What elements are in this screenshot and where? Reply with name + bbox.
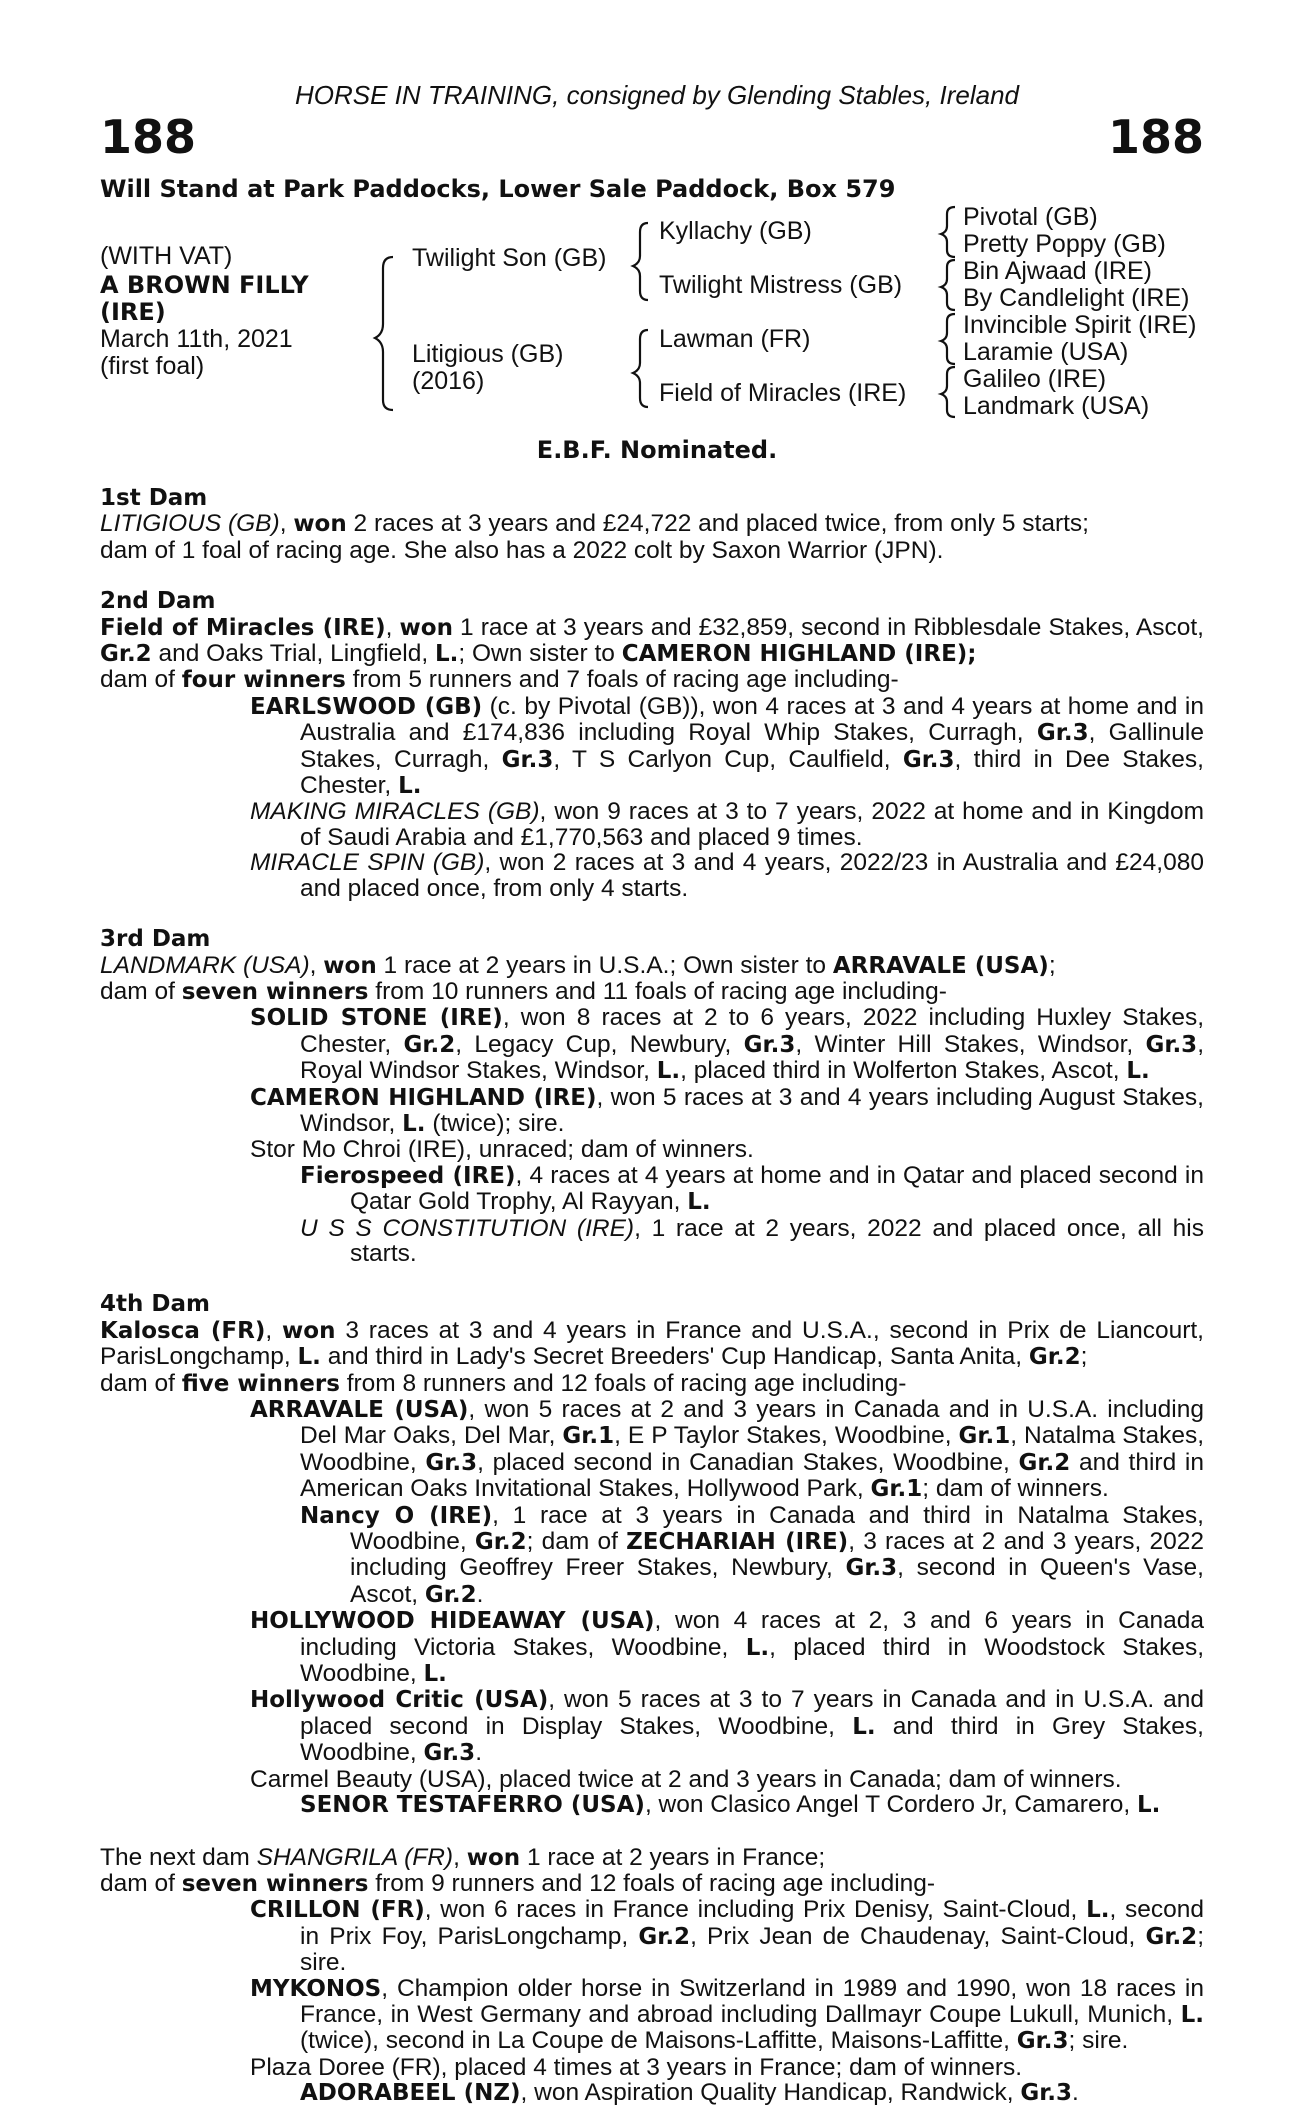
bold-text: L.	[745, 1634, 770, 1661]
text-run: ; dam of	[526, 1528, 627, 1556]
horse-description: A BROWN FILLY	[100, 271, 309, 299]
text-run: , E P Taylor Stakes, Woodbine,	[614, 1422, 959, 1450]
bold-text: L.	[656, 1058, 681, 1085]
gen3-1: Pivotal (GB)	[963, 203, 1098, 231]
text-run: ,	[453, 1843, 467, 1871]
bold-text: Hollywood Critic (USA)	[250, 1687, 549, 1714]
text-run: , placed third in Woodstock Stakes, Woodbine,	[300, 1633, 1204, 1688]
text-run: .	[1072, 2079, 1079, 2107]
text-run: , third in Dee Stakes, Chester,	[300, 745, 1204, 800]
text-run: , won 9 races at 3 to 7 years, 2022 at home and in Kingdom of Saudi Arabia and £1,770,563 and placed 9 times.	[300, 798, 1205, 851]
bold-text: L.	[687, 1189, 711, 1216]
bold-text: EARLSWOOD (GB)	[250, 693, 483, 720]
bold-text: Gr.3	[1016, 2028, 1069, 2055]
text-run: , Royal Windsor Stakes, Windsor,	[300, 1030, 1204, 1085]
italic-text: MAKING MIRACLES (GB)	[250, 798, 540, 826]
text-run: , won 2 races at 3 and 4 years, 2022/23 in Australia and £24,080 and placed once, from only 4 starts.	[300, 849, 1204, 902]
text-run: from 8 runners and 12 foals of racing age including-	[339, 1369, 907, 1397]
text-run: 3 races at 3 and 4 years in France and U.S.A., second in Prix de Liancourt, ParisLongchamp,	[100, 1316, 1204, 1371]
text-run: , 1 race at 2 years, 2022 and placed once, all his starts.	[350, 1214, 1204, 1267]
bold-text: L.	[1136, 1792, 1161, 1819]
text-run: , Prix Jean de Chaudenay, Saint-Cloud,	[690, 1922, 1146, 1950]
text-run: , won Clasico Angel T Cordero Jr, Camarero,	[644, 1791, 1137, 1819]
ebf-nominated: E.B.F. Nominated.	[536, 436, 778, 464]
progeny-entry	[100, 694, 1204, 800]
bold-text: won	[293, 511, 347, 538]
progeny-entry	[100, 1137, 1204, 1162]
dam-paragraph	[100, 615, 1204, 668]
text-run: , Natalma Stakes, Woodbine,	[300, 1422, 1205, 1476]
bold-text: seven winners	[181, 1870, 369, 1897]
text-run: 1 race at 2 years in France;	[520, 1843, 826, 1871]
dam-year: (2016)	[412, 367, 485, 395]
progeny-entry	[100, 799, 1204, 850]
progeny-entry	[100, 1503, 1204, 1609]
gen3-7: Galileo (IRE)	[963, 365, 1107, 393]
text-run: dam of 1 foal of racing age. She also has a 2022 colt by Saxon Warrior (JPN).	[100, 536, 944, 564]
bold-text: Gr.3	[425, 1449, 478, 1476]
bold-text: Gr.2	[474, 1529, 527, 1556]
section-heading: 2nd Dam	[100, 588, 216, 615]
dam-section	[100, 1845, 1204, 2107]
progeny-entry	[100, 1608, 1204, 1687]
text-run: (twice), second in La Coupe de Maisons-Laffitte, Maisons-Laffitte,	[300, 2027, 1017, 2055]
italic-text: LITIGIOUS (GB)	[100, 510, 280, 538]
bold-text: Gr.1	[562, 1423, 615, 1450]
gen3-4: By Candlelight (IRE)	[963, 284, 1190, 312]
text-run: Carmel Beauty (USA), placed twice at 2 and 3 years in Canada; dam of winners.	[250, 1765, 1122, 1793]
bold-text: Gr.3	[743, 1031, 796, 1058]
progeny-entry	[100, 1897, 1204, 1975]
text-run: , second in Prix Foy, ParisLongchamp,	[300, 1896, 1204, 1950]
text-run: ;	[1048, 951, 1056, 979]
sire: Twilight Son (GB)	[412, 244, 607, 272]
bold-text: L.	[297, 1344, 321, 1371]
progeny-entry	[100, 2055, 1204, 2080]
dam-paragraph	[100, 667, 1204, 693]
bold-text: SOLID STONE (IRE)	[250, 1005, 503, 1032]
text-run: from 5 runners and 7 foals of racing age including-	[345, 666, 899, 694]
bold-text: ARRAVALE (USA)	[832, 952, 1049, 979]
bold-text: L.	[1086, 1897, 1110, 1924]
text-run: , T S Carlyon Cup, Caulfield,	[553, 745, 903, 773]
progeny-entry	[100, 1163, 1204, 1216]
section-heading: 3rd Dam	[100, 926, 211, 953]
bold-text: CAMERON HIGHLAND (IRE)	[250, 1084, 597, 1111]
bold-text: Gr.3	[902, 746, 955, 773]
text-run: 1 race at 2 years in U.S.A.; Own sister to	[376, 951, 833, 979]
bold-text: ADORABEEL (NZ)	[300, 2080, 521, 2107]
dam-paragraph	[100, 1845, 1204, 1871]
bold-text: Gr.2	[100, 641, 152, 668]
progeny-entry	[100, 1976, 1204, 2055]
text-run: (twice); sire.	[425, 1109, 565, 1137]
bold-text: Gr.2	[1028, 1344, 1081, 1371]
text-run: , placed second in Canadian Stakes, Woodbine,	[477, 1448, 1019, 1476]
bold-text: Gr.3	[845, 1555, 898, 1582]
dam-paragraph	[100, 538, 1204, 563]
section-heading: 1st Dam	[100, 485, 208, 511]
dam-paragraph	[100, 953, 1204, 979]
bold-text: Gr.3	[501, 746, 554, 773]
progeny-entry	[100, 1687, 1204, 1766]
lot-number-left: 188	[100, 110, 197, 164]
italic-text: LANDMARK (USA)	[100, 951, 310, 979]
text-run: , won 6 races in France including Prix Denisy, Saint-Cloud,	[424, 1896, 1087, 1924]
bold-text: L.	[1126, 1058, 1150, 1085]
bold-text: Nancy O (IRE)	[300, 1502, 493, 1529]
text-run: from 10 runners and 11 foals of racing age including-	[368, 977, 947, 1005]
text-run: , won 4 races at 2, 3 and 6 years in Canada including Victoria Stakes, Woodbine,	[300, 1607, 1204, 1661]
bold-text: Gr.3	[1020, 2080, 1072, 2107]
sire-sire: Kyllachy (GB)	[659, 217, 812, 245]
text-run: .	[476, 1580, 484, 1608]
progeny-entry	[100, 850, 1204, 901]
dam-section	[100, 486, 1204, 563]
bold-text: Gr.3	[1036, 720, 1089, 747]
gen3-8: Landmark (USA)	[963, 392, 1150, 420]
text-run: ; sire.	[1068, 2027, 1129, 2055]
bold-text: five winners	[181, 1370, 340, 1397]
bold-text: HOLLYWOOD HIDEAWAY (USA)	[250, 1608, 655, 1635]
text-run: , won 5 races at 2 and 3 years in Canada and in U.S.A. including Del Mar Oaks, Del Mar,	[300, 1396, 1204, 1450]
bold-text: L.	[1180, 2001, 1204, 2028]
bold-text: CAMERON HIGHLAND (IRE)	[621, 641, 968, 668]
dam-paragraph	[100, 1371, 1204, 1397]
bold-text: MYKONOS	[250, 1975, 382, 2002]
progeny-entry	[100, 1216, 1204, 1267]
text-run: , Winter Hill Stakes, Windsor,	[795, 1030, 1146, 1058]
dam-paragraph	[100, 979, 1204, 1005]
text-run: , Gallinule Stakes, Curragh,	[300, 719, 1205, 773]
pedigree-braces	[0, 0, 1314, 440]
dam-section	[100, 589, 1204, 901]
progeny-entry	[100, 1792, 1204, 1818]
text-run: , second in Queen's Vase, Ascot,	[350, 1554, 1204, 1608]
catalogue-header: HORSE IN TRAINING, consigned by Glending Stables, Ireland	[295, 80, 1019, 110]
text-run: and third in American Oaks Invitational Stakes, Hollywood Park,	[300, 1448, 1204, 1503]
text-run: The next dam	[100, 1843, 257, 1871]
text-run: dam of	[100, 1869, 182, 1897]
bold-text: won	[323, 952, 377, 979]
bold-text: won	[399, 614, 453, 641]
text-run: Stor Mo Chroi (IRE), unraced; dam of winners.	[250, 1136, 754, 1164]
text-run: , won 8 races at 2 to 6 years, 2022 including Huxley Stakes, Chester,	[300, 1004, 1204, 1058]
italic-text: U S S CONSTITUTION (IRE)	[300, 1214, 635, 1242]
bold-text: ;	[967, 641, 977, 668]
text-run: , won 5 races at 3 and 4 years including August Stakes, Windsor,	[300, 1083, 1204, 1137]
bold-text: L.	[398, 773, 422, 800]
italic-text: SHANGRILA (FR)	[256, 1843, 454, 1871]
text-run: (c. by Pivotal (GB)), won 4 races at 3 and 4 years at home and in Australia and £174,836 including Royal Whip Stakes, Curragh,	[300, 692, 1204, 747]
bold-text: Gr.2	[638, 1923, 691, 1950]
text-run: ,	[309, 951, 324, 979]
text-run: , Champion older horse in Switzerland in 1989 and 1990, won 18 races in France, in West Germany and abroad including Dallmayr Coupe Lukull, Munich,	[300, 1974, 1204, 2028]
text-run: and third in Lady's Secret Breeders' Cup Handicap, Santa Anita,	[320, 1343, 1029, 1371]
text-run: from 9 runners and 12 foals of racing age including-	[368, 1869, 936, 1897]
text-run: , Legacy Cup, Newbury,	[455, 1030, 744, 1058]
dam-paragraph	[100, 511, 1204, 537]
bold-text: Gr.2	[403, 1031, 456, 1058]
bold-text: Gr.2	[1018, 1449, 1071, 1476]
text-run: , won Aspiration Quality Handicap, Randwick,	[520, 2079, 1021, 2107]
text-run: 1 race at 3 years and £32,859, second in Ribblesdale Stakes, Ascot,	[452, 613, 1204, 641]
section-heading: 4th Dam	[100, 1291, 210, 1318]
dam-paragraph	[100, 1871, 1204, 1897]
bold-text: Gr.1	[958, 1423, 1011, 1450]
gen3-3: Bin Ajwaad (IRE)	[963, 257, 1152, 285]
text-run: and Oaks Trial, Lingfield,	[151, 640, 435, 668]
bold-text: Gr.2	[424, 1581, 477, 1608]
dam-paragraph	[100, 1318, 1204, 1371]
text-run: .	[475, 1739, 482, 1767]
text-run: , 3 races at 2 and 3 years, 2022 including Geoffrey Freer Stakes, Newbury,	[350, 1528, 1204, 1582]
gen3-6: Laramie (USA)	[963, 338, 1129, 366]
text-run: , placed third in Wolferton Stakes, Ascot,	[680, 1057, 1127, 1085]
dam-sections	[100, 486, 1204, 2107]
text-run: ; dam of winners.	[922, 1475, 1109, 1503]
text-run: dam of	[100, 1369, 182, 1397]
bold-text: Gr.3	[1145, 1031, 1198, 1058]
progeny-entry	[100, 2080, 1204, 2106]
gen3-5: Invincible Spirit (IRE)	[963, 311, 1197, 339]
dam-dam: Field of Miracles (IRE)	[659, 379, 907, 407]
text-run: dam of	[100, 977, 182, 1005]
text-run: ; Own sister to	[458, 640, 622, 668]
bold-text: Fierospeed (IRE)	[300, 1162, 516, 1189]
text-run: and third in Grey Stakes, Woodbine,	[300, 1712, 1204, 1767]
text-run: ;	[1080, 1343, 1088, 1371]
bold-text: L.	[423, 1661, 447, 1688]
vat-note: (WITH VAT)	[100, 242, 233, 270]
bold-text: won	[466, 1844, 521, 1871]
dam-section	[100, 927, 1204, 1266]
text-run: Plaza Doree (FR), placed 4 times at 3 years in France; dam of winners.	[250, 2053, 1023, 2081]
bold-text: Gr.1	[870, 1476, 923, 1503]
bold-text: Kalosca (FR)	[100, 1317, 266, 1344]
bold-text: L.	[402, 1110, 426, 1137]
text-run: ,	[279, 510, 294, 538]
bold-text: L.	[434, 641, 459, 668]
bold-text: CRILLON (FR)	[250, 1897, 425, 1924]
text-run: 2 races at 3 years and £24,722 and placed twice, from only 5 starts;	[346, 510, 1089, 538]
foal-note: (first foal)	[100, 352, 205, 380]
bold-text: L.	[852, 1713, 876, 1740]
text-run: ; sire.	[300, 1922, 1204, 1977]
bold-text: ZECHARIAH (IRE)	[626, 1529, 849, 1556]
horse-country: (IRE)	[100, 298, 166, 326]
bold-text: ARRAVALE (USA)	[250, 1397, 469, 1423]
progeny-entry	[100, 1085, 1204, 1138]
lot-number-right: 188	[1107, 110, 1204, 164]
text-run: , 4 races at 4 years at home and in Qatar and placed second in Qatar Gold Trophy, Al Rayyan,	[350, 1161, 1204, 1216]
location-line: Will Stand at Park Paddocks, Lower Sale Paddock, Box 579	[100, 175, 896, 203]
bold-text: Field of Miracles (IRE)	[100, 614, 386, 641]
sire-dam: Twilight Mistress (GB)	[659, 271, 903, 299]
dam-section	[100, 1292, 1204, 1818]
bold-text: seven winners	[181, 978, 369, 1005]
progeny-entry	[100, 1005, 1204, 1084]
dam-sire: Lawman (FR)	[659, 325, 811, 353]
bold-text: Gr.3	[423, 1740, 476, 1767]
bold-text: four winners	[181, 667, 346, 694]
text-run: ,	[265, 1316, 283, 1344]
text-run: , 1 race at 3 years in Canada and third in Natalma Stakes, Woodbine,	[350, 1501, 1204, 1556]
text-run: , won 5 races at 3 to 7 years in Canada and in U.S.A. and placed second in Display Stakes, Woodbine,	[300, 1686, 1205, 1740]
progeny-entry	[100, 1767, 1204, 1792]
bold-text: won	[282, 1317, 336, 1344]
progeny-entry	[100, 1397, 1204, 1503]
text-run: dam of	[100, 666, 182, 694]
italic-text: MIRACLE SPIN (GB)	[250, 849, 485, 877]
gen3-2: Pretty Poppy (GB)	[963, 230, 1166, 258]
birthdate: March 11th, 2021	[100, 325, 293, 353]
dam: Litigious (GB)	[412, 340, 564, 368]
bold-text: SENOR TESTAFERRO (USA)	[300, 1792, 645, 1819]
text-run: ,	[385, 613, 400, 641]
bold-text: Gr.2	[1145, 1923, 1198, 1950]
